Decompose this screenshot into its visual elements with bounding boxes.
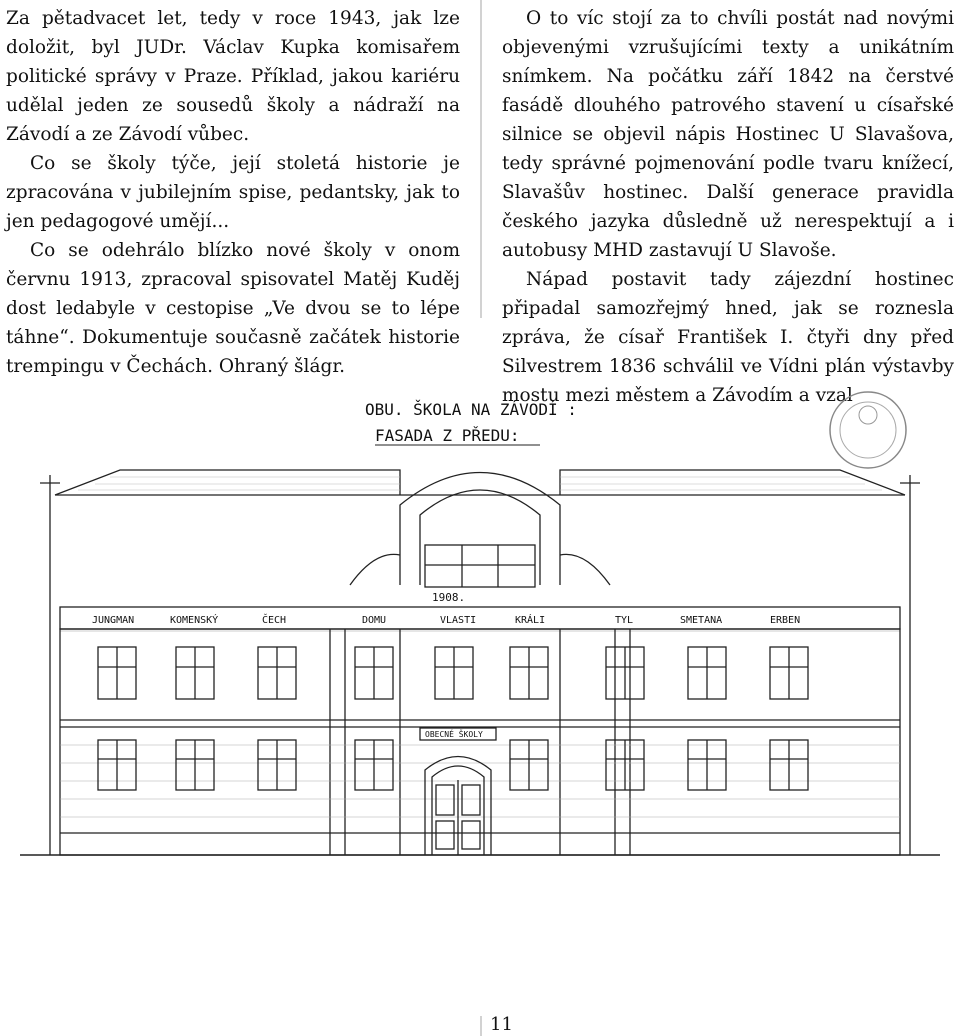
frieze-name: DOMU (362, 615, 387, 626)
archive-stamp (830, 392, 906, 468)
drawing-title-line1: OBU. ŠKOLA NA ZÁVODÍ : (365, 400, 577, 419)
frieze-name: KOMENSKÝ (170, 615, 219, 626)
left-text-column (6, 4, 460, 381)
paragraph: Za pětadvacet let, tedy v roce 1943, jak lze doložit, byl JUDr. Václav Kupka komisařem politické správy v Praze. Příklad, jakou kariéru udělal jeden ze sousedů školy a nádraží na Závodí a ze Závodí vůbec. (6, 8, 460, 145)
frieze-name: ERBEN (770, 615, 801, 626)
paragraph: Nápad postavit tady zájezdní hostinec připadal samozřejmý hned, jak se roznesla zpráva, že císař František I. čtyři dny před Silvestrem 1836 schválil ve Vídni plán výstavby mostu mezi městem a Závodím a vzal (502, 269, 954, 406)
frieze-name: JUNGMAN (92, 615, 135, 626)
right-text-column (502, 4, 954, 410)
paragraph: Co se odehrálo blízko nové školy v onom červnu 1913, zpracoval spisovatel Matěj Kuděj dost ledabyle v cestopise „Ve dvou se to lépe táhne“. Dokumentuje současně začátek historie trempingu v Čechách. Ohraný šlágr. (6, 240, 460, 377)
folio-rule (480, 1016, 482, 1036)
drawing-title-line2: FASADA Z PŘEDU: (375, 426, 520, 445)
frieze-name: TYL (615, 615, 634, 626)
frieze-name: KRÁLI (515, 615, 546, 626)
page-number: 11 (490, 1014, 513, 1035)
ground-windows (98, 740, 808, 790)
frieze-name: VLASTI (440, 615, 477, 626)
main-entrance (420, 728, 496, 855)
paragraph: O to víc stojí za to chvíli postát nad novými objevenými vzrušujícími texty a unikátním snímkem. Na počátku září 1842 na čerstvé fasádě dlouhého patrového stavení u císařské silnice se objevil nápis Hostinec U Slavašova, tedy správné pojmenování podle tvaru knížecí, Slavašův hostinec. Další generace pravidla českého jazyka důsledně už nerespektují a i autobusy MHD zastavují U Slavoše. (502, 8, 954, 261)
column-divider (480, 0, 482, 318)
date-plaque: 1908. (432, 591, 466, 604)
entrance-sign: OBECNÉ ŠKOLY (425, 730, 483, 739)
school-facade-drawing (0, 385, 960, 905)
frieze-name: ČECH (262, 615, 287, 626)
paragraph: Co se školy týče, její stoletá historie je zpracována v jubilejním spise, pedantsky, jak to jen pedagogové umějí... (6, 153, 460, 232)
upper-windows (98, 647, 808, 699)
frieze-name: SMETANA (680, 615, 723, 626)
